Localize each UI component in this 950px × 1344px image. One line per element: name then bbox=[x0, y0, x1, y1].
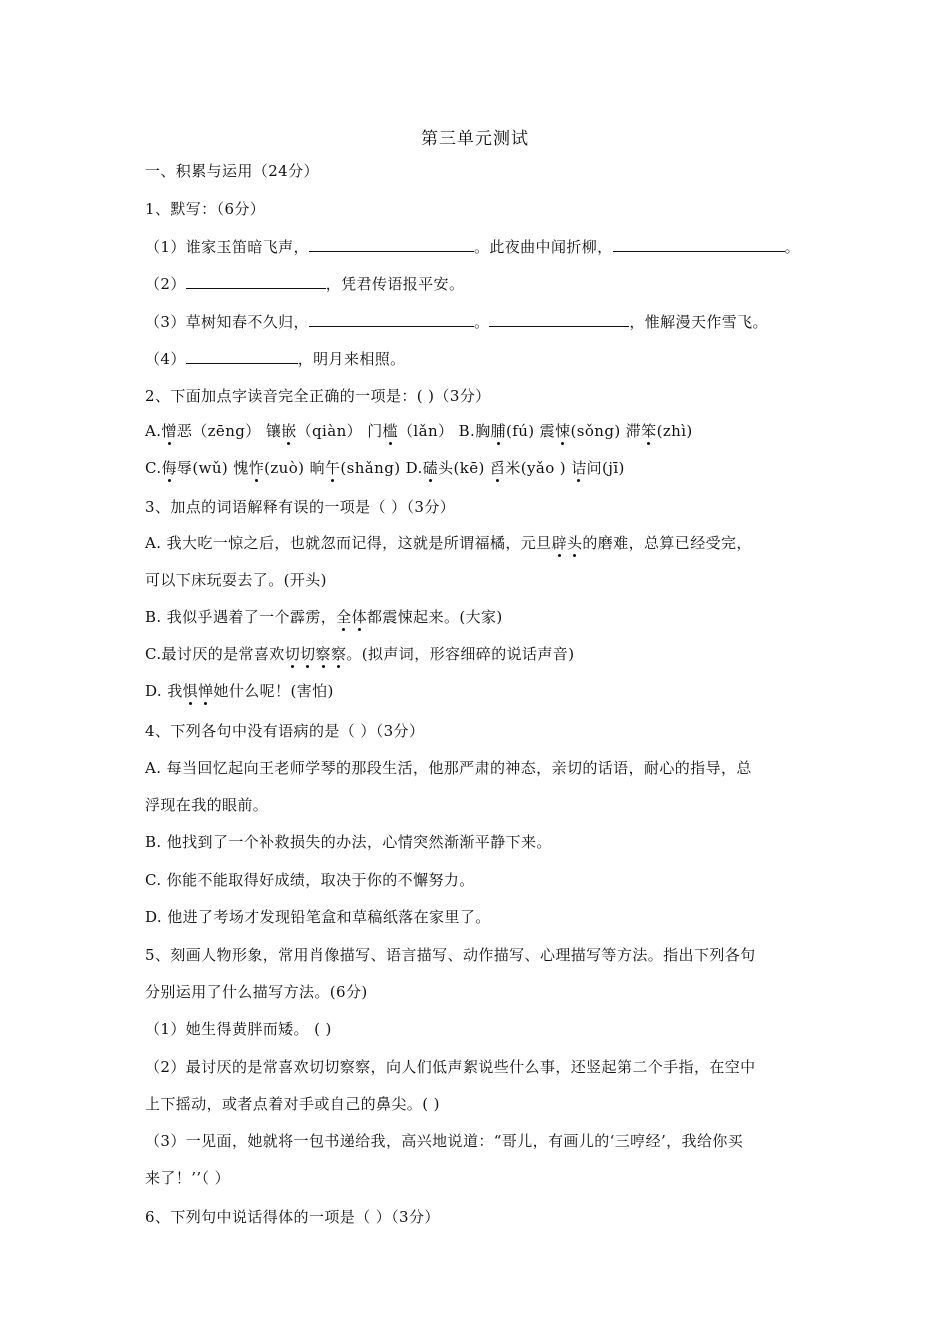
option-text: 恶（zēng） 镶 bbox=[176, 422, 282, 440]
option-text: D. 我 bbox=[145, 682, 183, 700]
q1-text: ，明月来相照。 bbox=[297, 350, 406, 368]
question-3-option-c bbox=[145, 644, 810, 664]
option-text: (sǒng) 滞 bbox=[570, 422, 642, 440]
q1-text: （1）谁家玉笛暗飞声， bbox=[145, 238, 309, 256]
question-1-line-2 bbox=[145, 273, 810, 294]
dotted-char: 切 bbox=[300, 645, 316, 663]
option-text: C. bbox=[145, 459, 162, 477]
question-3-option-b bbox=[145, 607, 810, 627]
question-3-option-a bbox=[145, 533, 810, 553]
question-3-option-a-cont: 可以下床玩耍去了。(开头) bbox=[145, 571, 327, 589]
question-5-sentence-3: （3）一见面，她就将一包书递给我，高兴地说道：“哥儿，有画儿的‘三哼经’，我给你买 bbox=[145, 1132, 744, 1150]
option-text: 米(yǎo ) bbox=[505, 459, 572, 477]
question-6-heading: 6、下列句中说话得体的一项是（ ）（3分） bbox=[145, 1208, 440, 1226]
dotted-char: 体 bbox=[351, 608, 367, 626]
option-text: (zuò) 晌 bbox=[264, 459, 325, 477]
option-text: (fú) 震 bbox=[506, 422, 556, 440]
dotted-char: 头 bbox=[566, 534, 583, 552]
dotted-char: 怍 bbox=[248, 459, 265, 477]
dotted-char: 悚 bbox=[555, 422, 571, 440]
question-1-line-1 bbox=[145, 236, 810, 257]
question-5-sentence-2: （2）最讨厌的是常喜欢切切察察，向人们低声絮说些什么事，还竖起第二个手指，在空中 bbox=[145, 1058, 756, 1076]
q1-text: 。 bbox=[784, 238, 800, 256]
answer-blank[interactable] bbox=[309, 311, 474, 327]
question-5-sentence-1: （1）她生得黄胖而矮。 ( ) bbox=[145, 1020, 332, 1038]
option-text: C.最讨厌的是常喜欢 bbox=[145, 645, 285, 663]
q1-text: 。此夜曲中闻折柳， bbox=[473, 238, 613, 256]
question-5-sentence-3-cont: 来了！’’（ ） bbox=[145, 1169, 231, 1187]
option-text: 头(kē) bbox=[438, 459, 490, 477]
question-4-option-a-cont: 浮现在我的眼前。 bbox=[145, 796, 269, 814]
question-4-option-b: B. 他找到了一个补救损失的办法，心情突然渐渐平静下来。 bbox=[145, 833, 552, 851]
question-4-option-a: A. 每当回忆起向王老师学琴的那段生活，他那严肃的神态，亲切的话语，耐心的指导，总 bbox=[145, 759, 752, 777]
option-text: 。(拟声词，形容细碎的说话声音) bbox=[346, 645, 575, 663]
q1-text: 。 bbox=[473, 313, 490, 331]
dotted-char: 嵌 bbox=[281, 422, 297, 440]
dotted-char: 舀 bbox=[489, 459, 506, 477]
q1-text: （4） bbox=[145, 350, 186, 368]
page-title: 第三单元测试 bbox=[421, 129, 529, 149]
dotted-char: 槛 bbox=[382, 422, 399, 440]
option-text: 问(jī) bbox=[586, 459, 625, 477]
option-text: （qiàn） 门 bbox=[296, 422, 383, 440]
dotted-char: 笨 bbox=[641, 422, 657, 440]
question-4-heading: 4、下列各句中没有语病的是（ ）（3分） bbox=[145, 722, 425, 740]
option-text: B. 我似乎遇着了一个霹雳， bbox=[145, 608, 337, 626]
question-2-option-cd bbox=[145, 458, 810, 478]
dotted-char: 辟 bbox=[551, 534, 567, 552]
dotted-char: 惧 bbox=[182, 682, 199, 700]
answer-blank[interactable] bbox=[613, 236, 785, 252]
option-text: A. bbox=[145, 422, 162, 440]
answer-blank[interactable] bbox=[489, 311, 629, 327]
option-text: (shǎng) D. bbox=[340, 459, 423, 477]
option-text: A. 我大吃一惊之后，也就忽而记得，这就是所谓福橘，元旦 bbox=[145, 534, 552, 552]
option-text: 她什么呢！(害怕) bbox=[213, 682, 334, 700]
answer-blank[interactable] bbox=[186, 348, 298, 364]
q1-text: （2） bbox=[145, 275, 186, 293]
answer-blank[interactable] bbox=[186, 273, 326, 289]
dotted-char: 惮 bbox=[198, 682, 214, 700]
dotted-char: 磕 bbox=[422, 459, 439, 477]
question-4-option-c: C. 你能不能取得好成绩，取决于你的不懈努力。 bbox=[145, 871, 475, 889]
dotted-char: 脯 bbox=[490, 422, 506, 440]
dotted-char: 切 bbox=[284, 645, 301, 663]
dotted-char: 侮 bbox=[161, 459, 177, 477]
question-5-sentence-2-cont: 上下摇动，或者点着对手或自己的鼻尖。( ) bbox=[145, 1095, 440, 1113]
q1-text: ，惟解漫天作雪飞。 bbox=[629, 313, 768, 331]
q1-text: （3）草树知春不久归， bbox=[145, 313, 309, 331]
question-1-line-4 bbox=[145, 348, 810, 369]
question-5-heading: 5、刻画人物形象，常用肖像描写、语言描写、动作描写、心理描写等方法。指出下列各句 bbox=[145, 946, 756, 964]
option-text: （lǎn） B.胸 bbox=[398, 422, 491, 440]
dotted-char: 诘 bbox=[571, 459, 587, 477]
question-5-heading-cont: 分别运用了什么描写方法。(6分) bbox=[145, 983, 368, 1001]
option-text: 辱(wǔ) 愧 bbox=[176, 459, 249, 477]
question-1-heading: 1、默写：（6分） bbox=[145, 200, 266, 218]
question-4-option-d: D. 他进了考场才发现铅笔盒和草稿纸落在家里了。 bbox=[145, 908, 491, 926]
section-heading: 一、积累与运用（24分） bbox=[145, 162, 319, 180]
q1-text: ，凭君传语报平安。 bbox=[325, 275, 465, 293]
question-2-option-ab bbox=[145, 421, 810, 441]
dotted-char: 全 bbox=[336, 608, 352, 626]
dotted-char: 憎 bbox=[161, 422, 177, 440]
question-3-heading: 3、加点的词语解释有误的一项是（ ）（3分） bbox=[145, 498, 456, 516]
question-2-heading: 2、下面加点字读音完全正确的一项是：( )（3分） bbox=[145, 387, 491, 405]
dotted-char: 午 bbox=[324, 459, 341, 477]
option-text: 都震悚起来。(大家) bbox=[366, 608, 503, 626]
question-1-line-3 bbox=[145, 311, 810, 332]
option-text: (zhì) bbox=[656, 422, 693, 440]
answer-blank[interactable] bbox=[309, 236, 474, 252]
option-text: 的磨难，总算已经受完， bbox=[582, 534, 752, 552]
question-3-option-d bbox=[145, 681, 810, 701]
dotted-char: 察 bbox=[330, 645, 347, 663]
dotted-char: 察 bbox=[315, 645, 331, 663]
